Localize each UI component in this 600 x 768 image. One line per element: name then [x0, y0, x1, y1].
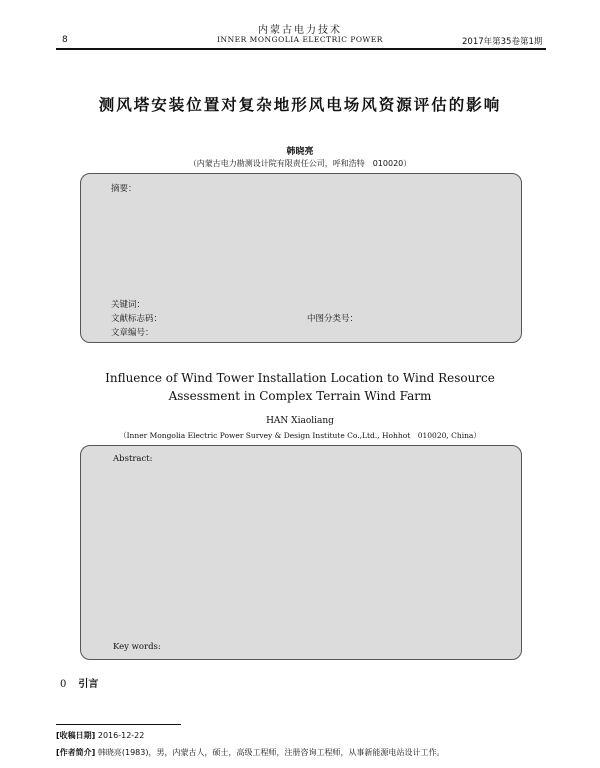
author-bio-value: 韩晓亮(1983)，男，内蒙古人，硕士，高级工程师，注册咨询工程师，从事新能源电站设计工作。 [97, 748, 445, 757]
journal-name-en: INNER MONGOLIA ELECTRIC POWER [217, 35, 383, 44]
paper-title-en-line1: Influence of Wind Tower Installation Location to Wind Resource [105, 371, 495, 385]
footnote-received [56, 730, 144, 741]
issue-info: 2017年第35卷第1期 [462, 37, 543, 47]
author-zh: 韩晓亮 [286, 147, 314, 157]
paper-title-en-line2: Assessment in Complex Terrain Wind Farm [168, 389, 432, 403]
abstract-label-zh: 摘要： [111, 184, 137, 194]
article-no-label: 文章编号： [111, 328, 154, 338]
paper-title-zh: 测风塔安装位置对复杂地形风电场风资源评估的影响 [98, 96, 502, 114]
abstract-box-zh [80, 173, 522, 343]
header-rule [56, 48, 546, 50]
footnote-rule [56, 724, 181, 725]
affiliation-en: （Inner Mongolia Electric Power Survey & Design Institute Co.,Ltd., Hohhot 010020, China） [119, 431, 481, 440]
author-bio-label: [作者简介] [56, 748, 96, 757]
footnote-author [56, 747, 444, 758]
section-heading [60, 675, 98, 690]
abstract-box-en [80, 445, 522, 660]
section-number: 0 [60, 679, 67, 690]
affiliation-zh: （内蒙古电力勘测设计院有限责任公司，呼和浩特 010020） [188, 159, 412, 168]
paper-title-en [0, 369, 600, 405]
page-number: 8 [62, 35, 68, 45]
keywords-label-zh: 关键词： [111, 300, 146, 310]
author-en: HAN Xiaoliang [266, 416, 334, 426]
journal-name-zh: 内蒙古电力技术 [258, 25, 342, 36]
abstract-label-en: Abstract: [113, 454, 153, 464]
section-title: 引言 [78, 679, 99, 690]
keywords-label-en: Key words: [113, 642, 161, 652]
received-label: [收稿日期] [56, 731, 96, 740]
doc-code-label: 文献标志码： [111, 314, 163, 324]
received-value: 2016-12-22 [97, 731, 145, 740]
clc-label: 中图分类号： [307, 314, 359, 324]
